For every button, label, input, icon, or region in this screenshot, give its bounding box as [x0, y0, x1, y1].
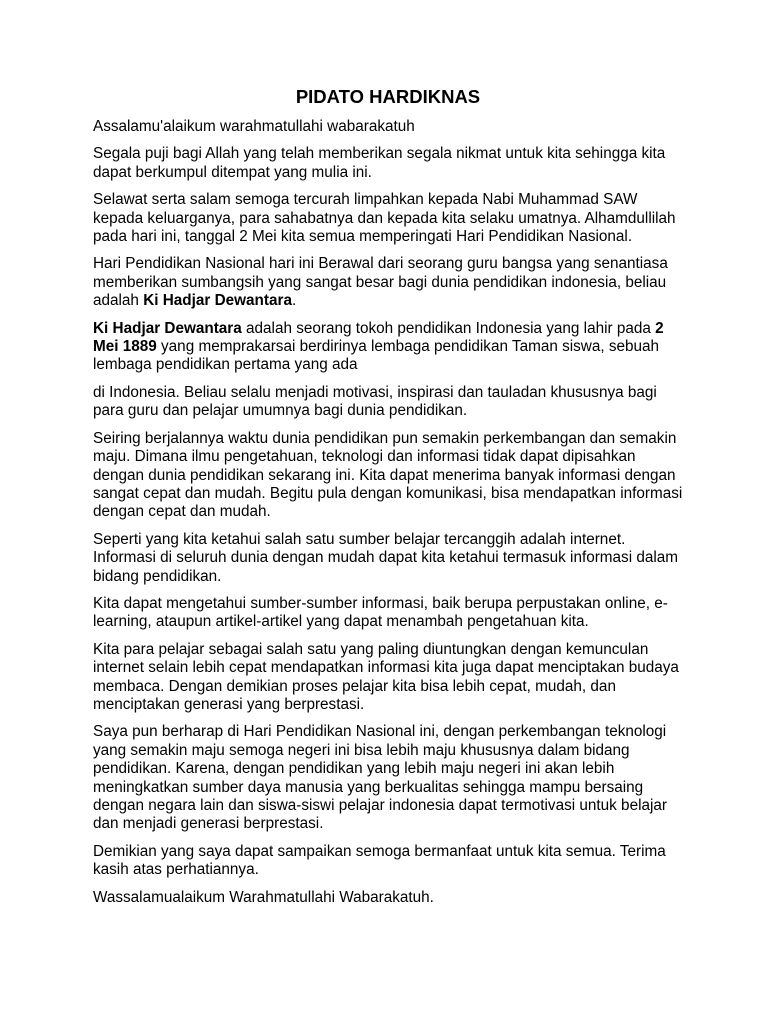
paragraph-2: Selawat serta salam semoga tercurah limpahkan kepada Nabi Muhammad SAW kepada keluarganya, para sahabatnya dan kepada kita selaku umatnya. Alhamdullilah pada hari ini, tanggal 2 Mei kita semua memperingati Hari Pendidikan Nasional.	[93, 191, 676, 246]
paragraph-1: Segala puji bagi Allah yang telah memberikan segala nikmat untuk kita sehingga kita dapat berkumpul ditempat yang mulia ini.	[93, 145, 666, 181]
paragraph-6: Seiring berjalannya waktu dunia pendidikan pun semakin perkembangan dan semakin maju. Dimana ilmu pengetahuan, teknologi dan informasi tidak dapat dipisahkan dengan dunia pendidikan sekarang ini. Kita dapat menerima banyak informasi dengan sangat cepat dan mudah. Begitu pula dengan komunikasi, bisa mendapatkan informasi dengan cepat dan mudah.	[93, 429, 683, 521]
paragraph-9: Kita para pelajar sebagai salah satu yang paling diuntungkan dengan kemunculan internet selain lebih cepat mendapatkan informasi kita juga dapat menciptakan budaya membaca. Dengan demikian proses pelajar kita bisa lebih cepat, mudah, dan menciptakan generasi yang berprestasi.	[93, 640, 679, 713]
document-page	[93, 86, 683, 916]
paragraph-7: Seperti yang kita ketahui salah satu sumber belajar tercanggih adalah internet. Informasi di seluruh dunia dengan mudah dapat kita ketahui termasuk informasi dalam bidang pendidikan.	[93, 530, 679, 585]
paragraph-4-bold-name: Ki Hadjar Dewantara	[93, 319, 242, 337]
document-title: PIDATO HARDIKNAS	[295, 86, 481, 107]
greeting-paragraph: Assalamu'alaikum warahmatullahi wabarakatuh	[93, 118, 415, 135]
paragraph-8: Kita dapat mengetahui sumber-sumber informasi, baik berupa perpustakan online, e-learning, ataupun artikel-artikel yang dapat menambah pengetahuan kita.	[93, 594, 668, 631]
paragraph-3	[93, 255, 683, 310]
paragraph-5: di Indonesia. Beliau selalu menjadi motivasi, inspirasi dan tauladan khususnya bagi para guru dan pelajar umumnya bagi dunia pendidikan.	[93, 383, 657, 420]
paragraph-3-end: .	[291, 292, 297, 310]
paragraph-4-bold-date: 2 Mei 1889	[93, 319, 664, 356]
paragraph-4-text-2: yang memprakarsai berdirinya lembaga pendidikan Taman siswa, sebuah lembaga pendidikan pertama yang ada	[93, 338, 660, 374]
paragraph-3-bold-name: Ki Hadjar Dewantara	[143, 292, 292, 310]
paragraph-4	[93, 320, 683, 375]
paragraph-10: Saya pun berharap di Hari Pendidikan Nasional ini, dengan perkembangan teknologi yang semakin maju semoga negeri ini bisa lebih maju khususnya dalam bidang pendidikan. Karena, dengan pendidikan yang lebih maju negeri ini akan lebih meningkatkan sumber daya manusia yang berkualitas sehingga mampu bersaing dengan negara lain dan siswa-siswi pelajar indonesia dapat termotivasi untuk belajar dan menjadi generasi berprestasi.	[93, 723, 667, 833]
closing-paragraph: Wassalamualaikum Warahmatullahi Wabarakatuh.	[93, 888, 434, 906]
paragraph-4-text-1: adalah seorang tokoh pendidikan Indonesia yang lahir pada	[241, 319, 656, 337]
paragraph-3-text: Hari Pendidikan Nasional hari ini Berawal dari seorang guru bangsa yang senantiasa memberikan sumbangsih yang sangat besar bagi dunia pendidikan indonesia, beliau adalah	[93, 255, 668, 310]
paragraph-11: Demikian yang saya dapat sampaikan semoga bermanfaat untuk kita semua. Terima kasih atas perhatiannya.	[93, 842, 666, 879]
